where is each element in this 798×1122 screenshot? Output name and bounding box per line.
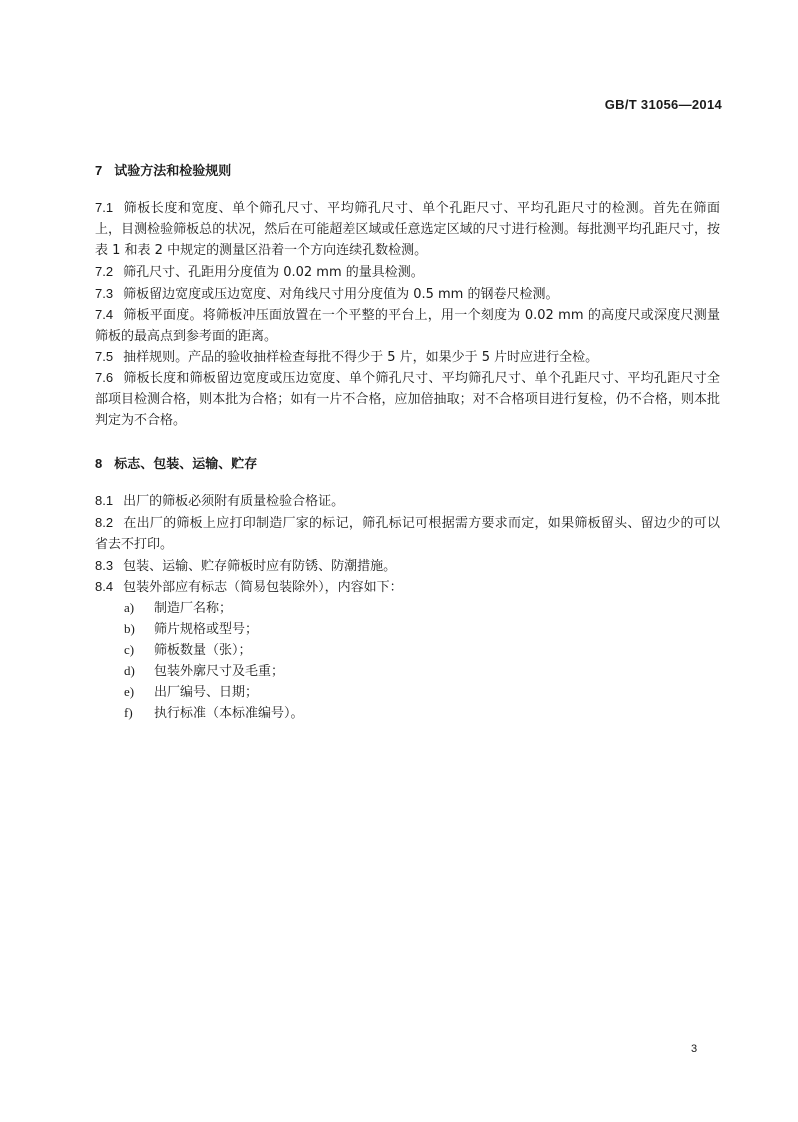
clause-text: 包装外部应有标志（简易包装除外），内容如下： <box>123 580 403 595</box>
clause-text: 抽样规则。产品的验收抽样检查每批不得少于 5 片，如果少于 5 片时应进行全检。 <box>123 350 599 365</box>
section-number: 8 <box>95 456 103 471</box>
list-item <box>124 661 284 682</box>
clause-number: 7.5 <box>95 349 114 364</box>
list-text: 包装外廓尺寸及毛重； <box>154 664 285 679</box>
clause-7-6 <box>95 367 720 431</box>
clause-number: 7.3 <box>95 286 114 301</box>
clause-number: 8.4 <box>95 579 114 594</box>
clause-8-2 <box>95 512 720 555</box>
list-text: 筛片规格或型号； <box>154 622 259 637</box>
clause-number: 7.1 <box>95 200 114 215</box>
list-marker: b) <box>124 621 135 636</box>
section-title: 标志、包装、运输、贮存 <box>114 457 258 472</box>
clause-text: 筛板长度和宽度、单个筛孔尺寸、平均筛孔尺寸、单个孔距尺寸、平均孔距尺寸的检测。首先在筛面上，目测检验筛板总的状况，然后在可能超差区域或任意选定区域的尺寸进行检测。每批测平均孔距尺寸，按表 1 和表 2 中规定的测量区沿着一个方向连续孔数检测。 <box>95 201 720 258</box>
clause-text: 筛板长度和筛板留边宽度或压边宽度、单个筛孔尺寸、平均筛孔尺寸、单个孔距尺寸、平均孔距尺寸全部项目检测合格，则本批为合格；如有一片不合格，应加倍抽取；对不合格项目进行复检，仍不合格，则本批判定为不合格。 <box>95 371 720 428</box>
section-title: 试验方法和检验规则 <box>114 164 232 179</box>
list-marker: e) <box>124 684 135 699</box>
list-item <box>124 640 252 661</box>
clause-number: 8.2 <box>95 515 114 530</box>
list-marker: f) <box>124 705 133 720</box>
list-text: 出厂编号、日期； <box>154 685 259 700</box>
list-item <box>124 703 304 724</box>
clause-8-4 <box>95 576 720 598</box>
list-marker: a) <box>124 600 135 615</box>
list-text: 制造厂名称； <box>154 601 233 616</box>
list-item <box>124 682 258 703</box>
page-number: 3 <box>691 1043 698 1055</box>
list-text: 筛板数量（张）； <box>154 643 252 658</box>
list-item <box>124 619 258 640</box>
clause-number: 7.2 <box>95 264 114 279</box>
clause-7-2 <box>95 261 720 283</box>
list-item <box>124 598 232 619</box>
clause-7-4 <box>95 304 720 347</box>
clause-8-3 <box>95 555 720 577</box>
section-8-heading <box>95 453 257 472</box>
standard-code: GB/T 31056—2014 <box>604 97 722 112</box>
clause-text: 出厂的筛板必须附有质量检验合格证。 <box>123 494 345 509</box>
clause-8-1 <box>95 490 720 512</box>
clause-number: 7.6 <box>95 370 114 385</box>
clause-text: 筛孔尺寸、孔距用分度值为 0.02 mm 的量具检测。 <box>123 265 424 280</box>
list-marker: c) <box>124 642 135 657</box>
section-7-heading <box>95 160 231 179</box>
clause-text: 包装、运输、贮存筛板时应有防锈、防潮措施。 <box>123 559 397 574</box>
clause-number: 8.3 <box>95 558 114 573</box>
section-number: 7 <box>95 163 103 178</box>
clause-7-5 <box>95 346 720 368</box>
clause-7-3 <box>95 283 720 305</box>
list-text: 执行标准（本标准编号）。 <box>154 706 304 721</box>
clause-number: 8.1 <box>95 493 114 508</box>
clause-text: 在出厂的筛板上应打印制造厂家的标记，筛孔标记可根据需方要求而定，如果筛板留头、留边少的可以省去不打印。 <box>95 516 720 552</box>
clause-7-1 <box>95 197 720 261</box>
clause-number: 7.4 <box>95 307 114 322</box>
list-marker: d) <box>124 663 135 678</box>
clause-text: 筛板平面度。将筛板冲压面放置在一个平整的平台上，用一个刻度为 0.02 mm 的高度尺或深度尺测量筛板的最高点到参考面的距离。 <box>95 308 720 344</box>
clause-text: 筛板留边宽度或压边宽度、对角线尺寸用分度值为 0.5 mm 的钢卷尺检测。 <box>123 287 559 302</box>
